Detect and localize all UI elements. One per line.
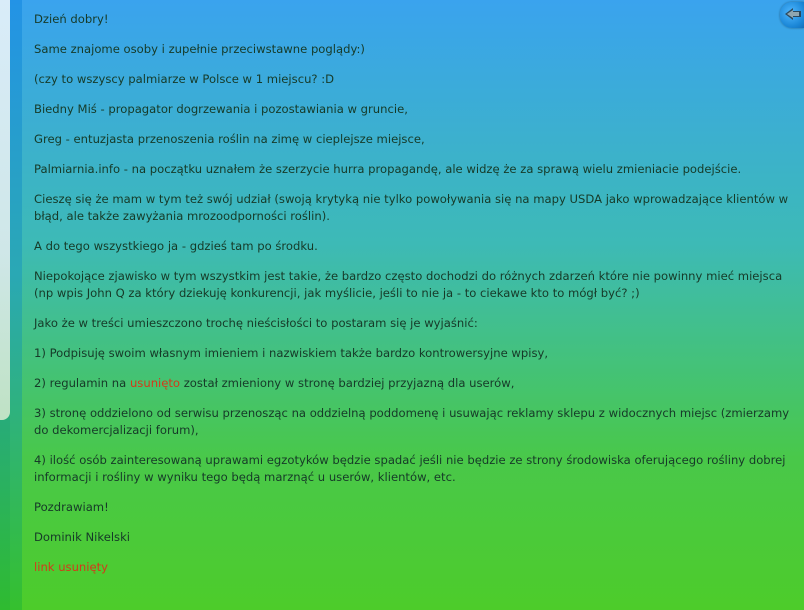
regulamin-text-after: został zmieniony w stronę bardziej przyjazną dla userów, (180, 376, 515, 390)
cut-off-line (34, 589, 794, 595)
left-panel-edge (0, 0, 10, 420)
greeting: Pozdrawiam! (34, 500, 109, 514)
regulamin-text-before: 2) regulamin na (34, 376, 130, 390)
post-line: Jako że w treści umieszczono trochę nieścisłości to postaram się je wyjaśnić: (34, 316, 478, 330)
post-line-regulamin (34, 375, 794, 392)
post-line: A do tego wszystkiego ja - gdzieś tam po środku. (34, 239, 318, 253)
back-button[interactable] (780, 2, 804, 28)
post-line: 4) ilość osób zainteresowaną uprawami egzotyków będzie spadać jeśli nie będzie ze strony środowiska oferującego rośliny dobrej informacji i rośliny w wyniku tego będą marznąć u userów, klientów, etc. (34, 453, 786, 484)
left-rail-strip (10, 0, 22, 610)
post-line: Same znajome osoby i zupełnie przeciwstawne poglądy:) (34, 42, 365, 56)
post-body (34, 11, 794, 608)
post-line: 3) stronę oddzielono od serwisu przenosząc na oddzielną poddomenę i usuwając reklamy sklepu z widocznych miejsc (zmierzamy do dekomercjalizacji forum), (34, 406, 790, 437)
left-rail (0, 0, 22, 610)
post-line: Palmiarnia.info - na początku uznałem że szerzycie hurra propagandę, ale widzę że za sprawą wielu zmieniacie podejście. (34, 162, 742, 176)
removed-link[interactable]: link usunięty (34, 560, 109, 574)
post-line: Cieszę się że mam w tym też swój udział (swoją krytyką nie tylko powoływania się na mapy USDA jako wprowadzające klientów w błąd, ale także zawyżania mrozoodporności roślin). (34, 192, 789, 223)
post-line: Greg - entuzjasta przenoszenia roślin na zimę w cieplejsze miejsce, (34, 132, 425, 146)
signature: Dominik Nikelski (34, 530, 131, 544)
post-line: 1) Podpisuję swoim własnym imieniem i nazwiskiem także bardzo kontrowersyjne wpisy, (34, 346, 549, 360)
post-line: (czy to wszyscy palmiarze w Polsce w 1 miejscu? :D (34, 72, 335, 86)
removed-url-link[interactable]: usunięto (129, 376, 181, 390)
post-content-area (22, 0, 804, 610)
post-line: Dzień dobry! (34, 12, 109, 26)
post-line: Biedny Miś - propagator dogrzewania i pozostawiania w gruncie, (34, 102, 408, 116)
post-line: Niepokojące zjawisko w tym wszystkim jest takie, że bardzo często dochodzi do różnych zdarzeń które nie powinny mieć miejsca (np wpis John Q za który dziekuję konkurencji, jak myślicie, jeśli to nie ja - to ciekawe kto to mógł być? ;) (34, 269, 783, 300)
